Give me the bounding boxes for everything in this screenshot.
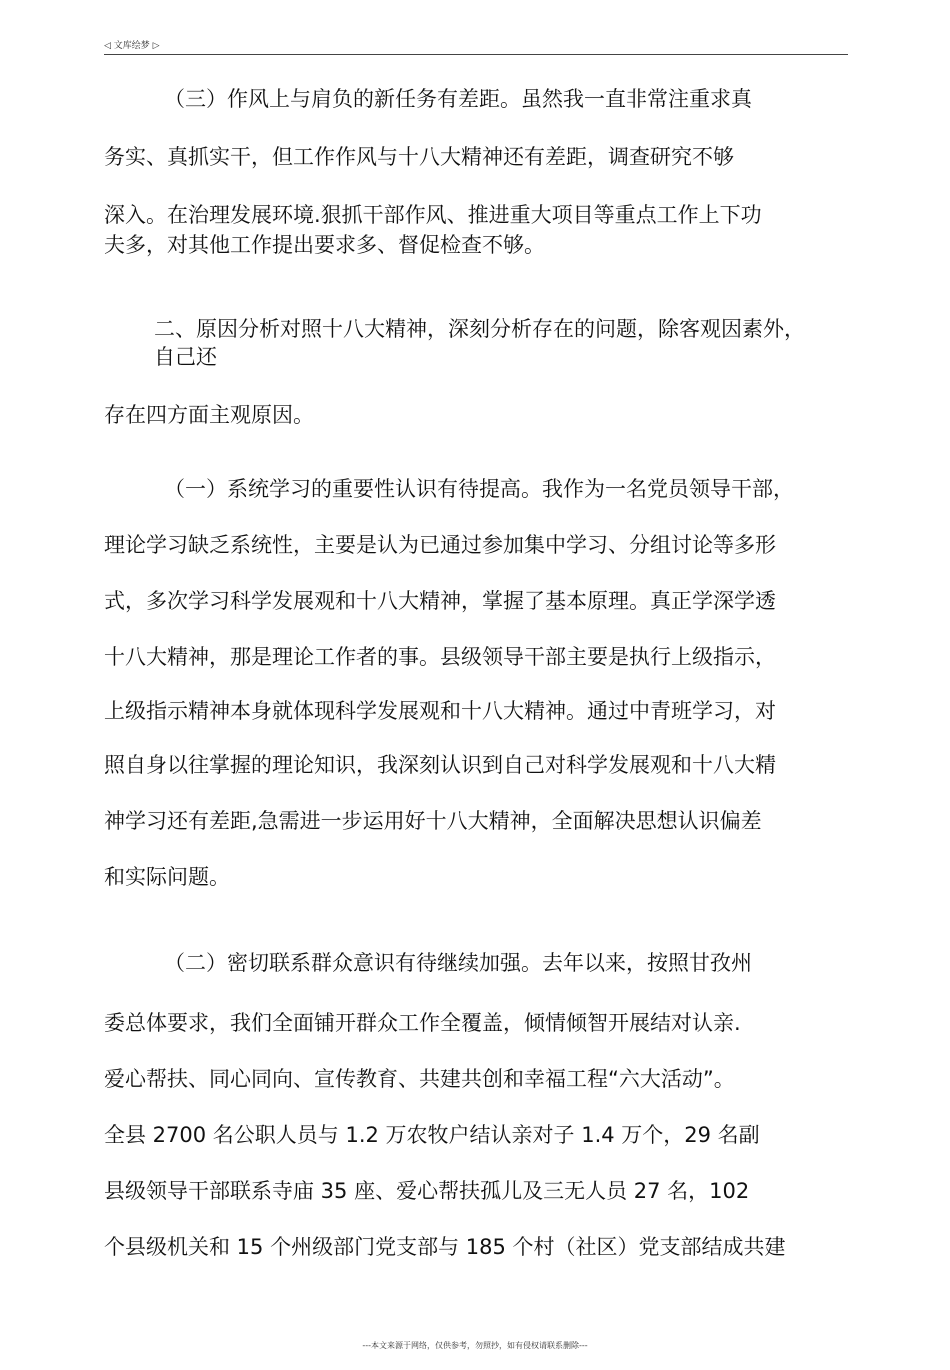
text-line: 和实际问题。 bbox=[104, 865, 230, 889]
text-line: 务实、真抓实干，但工作作风与十八大精神还有差距，调查研究不够 bbox=[104, 145, 734, 169]
text-line: 县级领导干部联系寺庙 35 座、爱心帮扶孤儿及三无人员 27 名，102 bbox=[104, 1179, 750, 1203]
text-line: 上级指示精神本身就体现科学发展观和十八大精神。通过中青班学习，对 bbox=[104, 699, 776, 723]
text-line: （二）密切联系群众意识有待继续加强。去年以来，按照甘孜州 bbox=[164, 951, 752, 975]
section-heading: 二、原因分析对照十八大精神，深刻分析存在的问题，除客观因素外， bbox=[154, 317, 805, 341]
header-logo-text: ◁ 文库绘梦 ▷ bbox=[104, 41, 160, 51]
text-line: 夫多，对其他工作提出要求多、督促检查不够。 bbox=[104, 233, 545, 257]
text-line: 神学习还有差距,急需进一步运用好十八大精神，全面解决思想认识偏差 bbox=[104, 809, 762, 833]
section-heading-cont: 自己还 bbox=[154, 345, 217, 369]
text-line: 委总体要求，我们全面铺开群众工作全覆盖，倾情倾智开展结对认亲. bbox=[104, 1011, 741, 1035]
text-line: （一）系统学习的重要性认识有待提高。我作为一名党员领导干部， bbox=[164, 477, 794, 501]
text-line: 个县级机关和 15 个州级部门党支部与 185 个村（社区）党支部结成共建 bbox=[104, 1235, 786, 1259]
text-line: 式，多次学习科学发展观和十八大精神，掌握了基本原理。真正学深学透 bbox=[104, 589, 776, 613]
text-line: 爱心帮扶、同心同向、宣传教育、共建共创和幸福工程“六大活动”。 bbox=[104, 1067, 735, 1091]
text-line: 深入。在治理发展环境.狠抓干部作风、推进重大项目等重点工作上下功 bbox=[104, 203, 762, 227]
text-line: 全县 2700 名公职人员与 1.2 万农牧户结认亲对子 1.4 万个，29 名副 bbox=[104, 1123, 760, 1147]
text-line: 照自身以往掌握的理论知识，我深刻认识到自己对科学发展观和十八大精 bbox=[104, 753, 776, 777]
text-line: 理论学习缺乏系统性，主要是认为已通过参加集中学习、分组讨论等多形 bbox=[104, 533, 776, 557]
text-line: 存在四方面主观原因。 bbox=[104, 403, 314, 427]
page-footer: ---本文来源于网络，仅供参考，勿照抄，如有侵权请联系删除--- bbox=[362, 1341, 588, 1350]
text-line: 十八大精神，那是理论工作者的事。县级领导干部主要是执行上级指示， bbox=[104, 645, 776, 669]
page-header bbox=[104, 40, 848, 55]
text-line: （三）作风上与肩负的新任务有差距。虽然我一直非常注重求真 bbox=[164, 87, 752, 111]
